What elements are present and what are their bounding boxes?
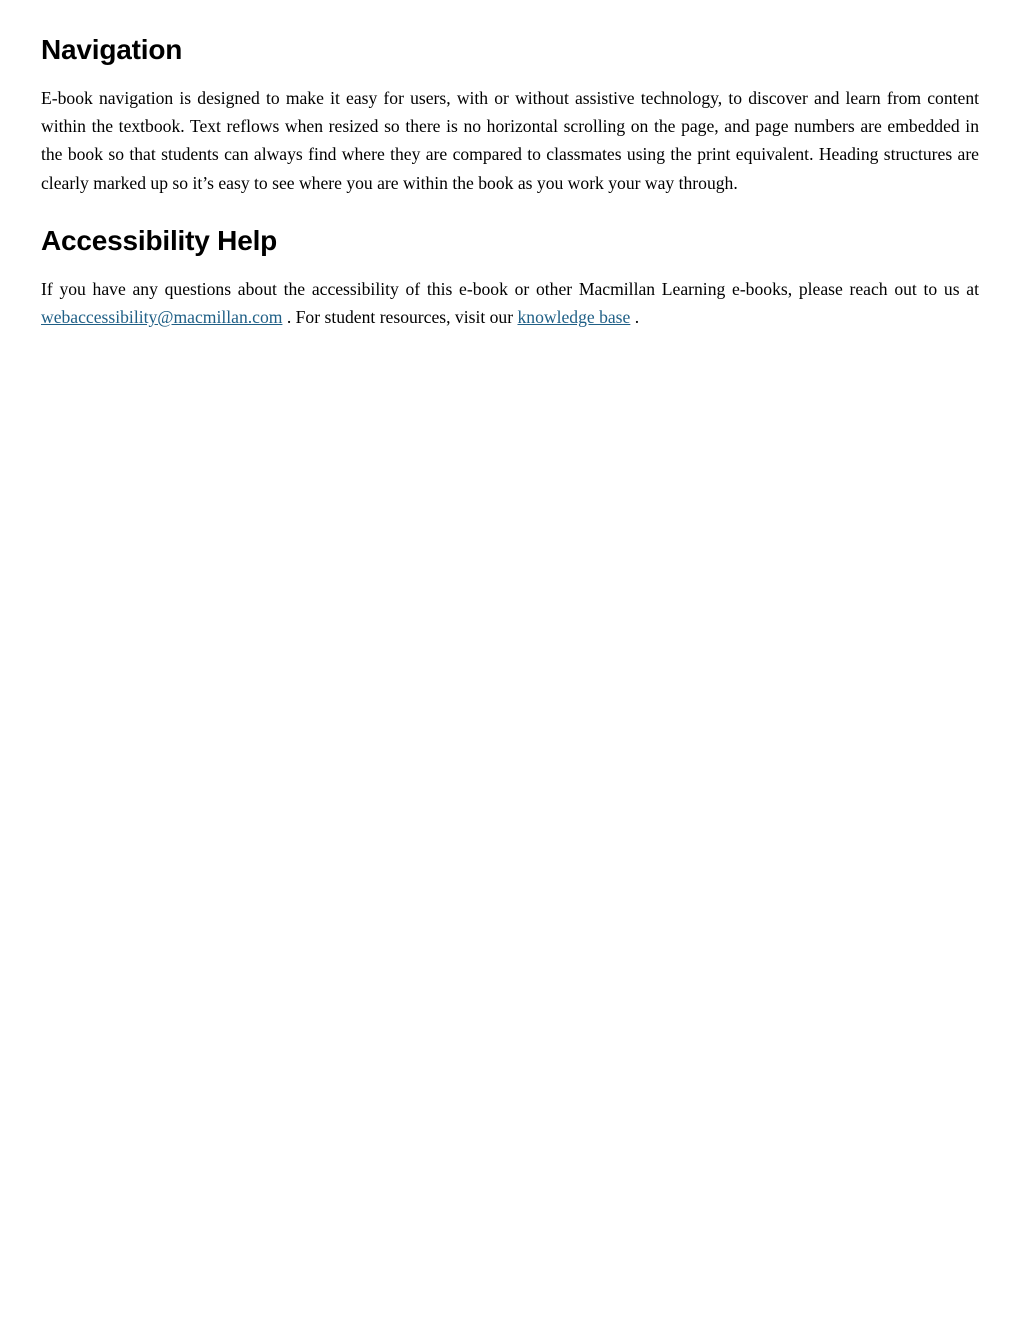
navigation-heading: Navigation <box>41 34 183 65</box>
accessibility-help-section <box>41 221 979 331</box>
accessibility-help-heading: Accessibility Help <box>41 224 278 256</box>
navigation-section <box>41 30 979 197</box>
email-link[interactable]: webaccessibility@macmillan.com <box>41 307 283 328</box>
accessibility-help-end-text: . <box>630 307 640 328</box>
accessibility-help-intro-text: If you have any questions about the accessibility of this e-book or other Macmillan Learning e-books, please reach out to us at <box>41 278 979 299</box>
accessibility-help-middle-text: . For student resources, visit our <box>282 307 518 328</box>
document-page <box>0 0 1020 331</box>
accessibility-help-paragraph <box>41 275 979 331</box>
navigation-paragraph: E-book navigation is designed to make it easy for users, with or without assistive technology, to discover and learn from content within the textbook. Text reflows when resized so there is no horizontal scrolling on the page, and page numbers are embedded in the book so that students can always find where they are compared to classmates using the print equivalent. Heading structures are clearly marked up so it’s easy to see where you are within the book as you work your way through. <box>41 88 979 193</box>
knowledge-base-link[interactable]: knowledge base <box>517 307 631 328</box>
